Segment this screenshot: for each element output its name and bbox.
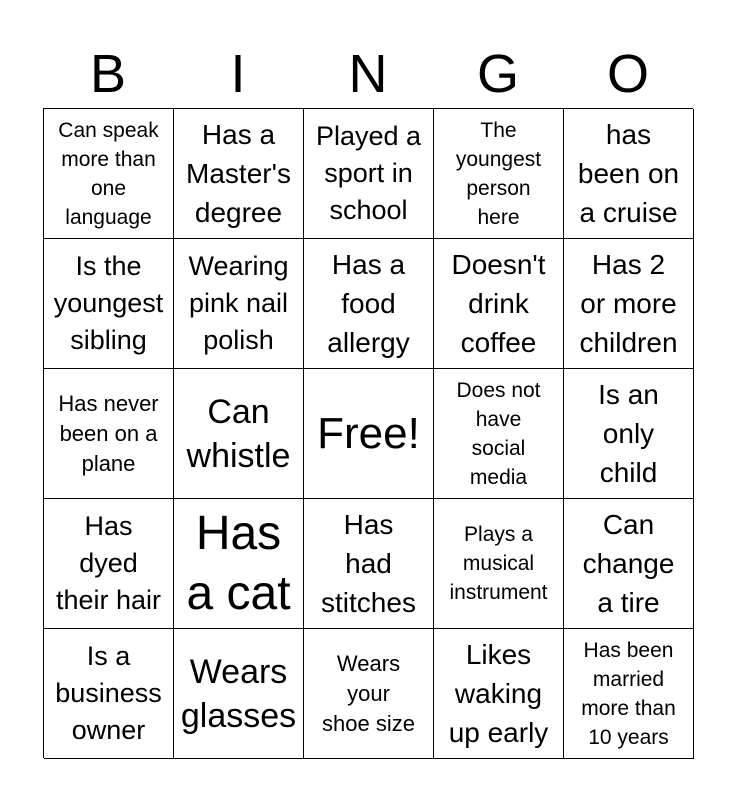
header-letter-o: O bbox=[606, 44, 649, 104]
bingo-cell[interactable]: has been on a cruise bbox=[564, 109, 694, 239]
header-letter-g: G bbox=[476, 44, 519, 104]
free-space-cell[interactable]: Free! bbox=[304, 369, 434, 499]
bingo-header bbox=[43, 38, 693, 110]
bingo-cell[interactable]: Likes waking up early bbox=[434, 629, 564, 759]
bingo-cell[interactable]: Played a sport in school bbox=[304, 109, 434, 239]
bingo-cell[interactable]: The youngest person here bbox=[434, 109, 564, 239]
bingo-cell[interactable]: Doesn't drink coffee bbox=[434, 239, 564, 369]
bingo-grid bbox=[43, 108, 693, 758]
bingo-cell[interactable]: Has a food allergy bbox=[304, 239, 434, 369]
header-letter-i: I bbox=[230, 44, 246, 104]
bingo-cell[interactable]: Is a business owner bbox=[44, 629, 174, 759]
bingo-cell[interactable]: Is the youngest sibling bbox=[44, 239, 174, 369]
bingo-cell[interactable]: Has a cat bbox=[174, 499, 304, 629]
header-letter-n: N bbox=[348, 44, 388, 104]
header-letter-b: B bbox=[89, 44, 127, 104]
bingo-cell[interactable]: Can change a tire bbox=[564, 499, 694, 629]
bingo-cell[interactable]: Has never been on a plane bbox=[44, 369, 174, 499]
bingo-cell[interactable]: Plays a musical instrument bbox=[434, 499, 564, 629]
bingo-cell[interactable]: Can speak more than one language bbox=[44, 109, 174, 239]
bingo-cell[interactable]: Wears your shoe size bbox=[304, 629, 434, 759]
bingo-cell[interactable]: Has dyed their hair bbox=[44, 499, 174, 629]
bingo-cell[interactable]: Can whistle bbox=[174, 369, 304, 499]
bingo-cell[interactable]: Has a Master's degree bbox=[174, 109, 304, 239]
bingo-cell[interactable]: Is an only child bbox=[564, 369, 694, 499]
bingo-cell[interactable]: Wears glasses bbox=[174, 629, 304, 759]
bingo-cell[interactable]: Does not have social media bbox=[434, 369, 564, 499]
bingo-cell[interactable]: Has 2 or more children bbox=[564, 239, 694, 369]
bingo-cell[interactable]: Wearing pink nail polish bbox=[174, 239, 304, 369]
bingo-cell[interactable]: Has been married more than 10 years bbox=[564, 629, 694, 759]
bingo-cell[interactable]: Has had stitches bbox=[304, 499, 434, 629]
